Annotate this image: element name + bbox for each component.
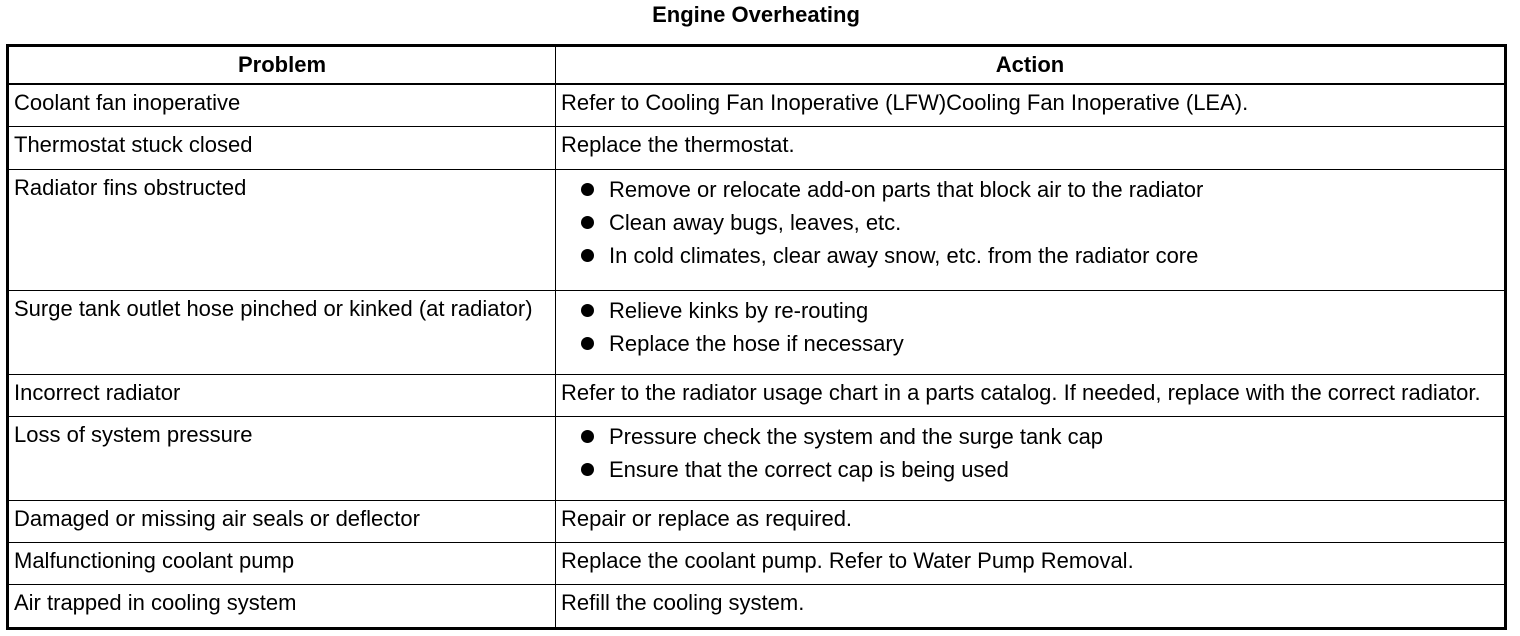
action-bullet-text: Remove or relocate add-on parts that block air to the radiator xyxy=(609,176,1204,202)
action-bullet-item xyxy=(561,453,1499,486)
action-cell: Refer to the radiator usage chart in a parts catalog. If needed, replace with the correct radiator. xyxy=(556,374,1506,416)
action-bullet-item xyxy=(561,239,1499,272)
action-bullet-text: In cold climates, clear away snow, etc. from the radiator core xyxy=(609,242,1199,268)
table-row xyxy=(8,585,1506,629)
problem-cell: Malfunctioning coolant pump xyxy=(8,543,556,585)
problem-cell: Incorrect radiator xyxy=(8,374,556,416)
troubleshooting-table xyxy=(6,44,1507,630)
table-row xyxy=(8,374,1506,416)
bullet-dot-icon xyxy=(581,430,594,443)
action-cell: Refer to Cooling Fan Inoperative (LFW)Cooling Fan Inoperative (LEA). xyxy=(556,84,1506,127)
table-body xyxy=(8,84,1506,629)
action-bullet-text: Pressure check the system and the surge tank cap xyxy=(609,424,1104,450)
action-cell: Repair or replace as required. xyxy=(556,500,1506,542)
table-row xyxy=(8,291,1506,375)
table-row xyxy=(8,417,1506,501)
action-bullet-item xyxy=(561,327,1499,360)
bullet-dot-icon xyxy=(581,249,594,262)
problem-cell: Surge tank outlet hose pinched or kinked (at radiator) xyxy=(8,291,556,375)
table-row xyxy=(8,169,1506,290)
problem-cell: Air trapped in cooling system xyxy=(8,585,556,629)
action-bullet-item xyxy=(561,173,1499,206)
action-bullet-text: Ensure that the correct cap is being used xyxy=(609,457,1009,483)
problem-cell: Radiator fins obstructed xyxy=(8,169,556,290)
bullet-dot-icon xyxy=(581,337,594,350)
action-bullet-text: Relieve kinks by re-routing xyxy=(609,298,869,324)
action-cell xyxy=(556,169,1506,290)
table-header-row xyxy=(8,46,1506,85)
page-title: Engine Overheating xyxy=(652,2,860,27)
bullet-dot-icon xyxy=(581,463,594,476)
action-bullet-item xyxy=(561,206,1499,239)
bullet-dot-icon xyxy=(581,216,594,229)
action-cell: Refill the cooling system. xyxy=(556,585,1506,629)
action-bullet-list xyxy=(561,294,1499,360)
column-header-problem: Problem xyxy=(8,46,556,85)
table-row xyxy=(8,84,1506,127)
column-header-action: Action xyxy=(556,46,1506,85)
table-row xyxy=(8,543,1506,585)
problem-cell: Coolant fan inoperative xyxy=(8,84,556,127)
problem-cell: Damaged or missing air seals or deflector xyxy=(8,500,556,542)
problem-cell: Loss of system pressure xyxy=(8,417,556,501)
table-row xyxy=(8,127,1506,169)
action-bullet-item xyxy=(561,420,1499,453)
bullet-dot-icon xyxy=(581,183,594,196)
bullet-dot-icon xyxy=(581,304,594,317)
action-cell: Replace the coolant pump. Refer to Water Pump Removal. xyxy=(556,543,1506,585)
problem-cell: Thermostat stuck closed xyxy=(8,127,556,169)
action-cell xyxy=(556,291,1506,375)
action-bullet-list xyxy=(561,420,1499,486)
action-bullet-text: Clean away bugs, leaves, etc. xyxy=(609,209,902,235)
action-bullet-text: Replace the hose if necessary xyxy=(609,331,904,357)
table-row xyxy=(8,500,1506,542)
action-bullet-list xyxy=(561,173,1499,272)
action-cell xyxy=(556,417,1506,501)
action-bullet-item xyxy=(561,294,1499,327)
action-cell: Replace the thermostat. xyxy=(556,127,1506,169)
